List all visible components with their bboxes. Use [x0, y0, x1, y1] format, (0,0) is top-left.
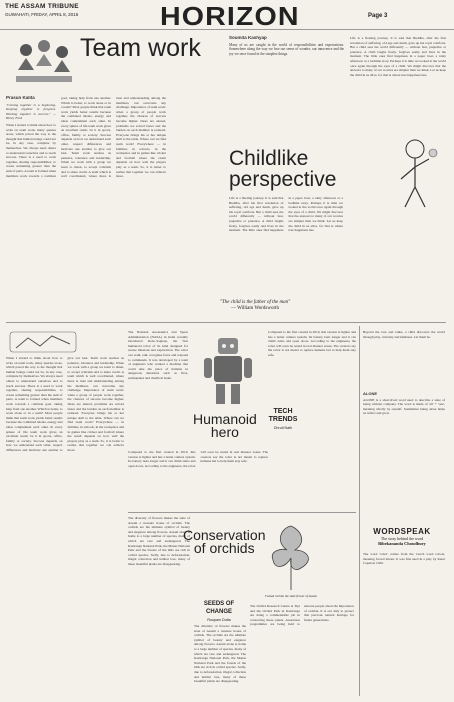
- right-snippet-1: [363, 330, 445, 390]
- childlike-headline: [229, 148, 336, 190]
- conservation-body-left: The diversity of flowers makes the state of Assam a treasure house of orchids. The orchids are the ultimate symbol of beauty and elegance among flowers. Assam alone is home to a large number of species, many of which are rare and endangered. The Kaziranga National Park, the Manas National Park and the forests of the hills are rich in orchid species. Sadly, due to deforestation, illegal collection and habitat loss, many of these beautiful plants are disappearing.: [128, 516, 190, 566]
- childlike-intro-text: Many of us are caught in the world of responsibilities and expectations. Somewhere along the way we lose our sense of wonder, our innocence and the joy we once found in the simplest things.: [229, 42, 344, 56]
- childlike-article: [229, 196, 343, 316]
- seeds-author: Roopam Dutta: [207, 618, 231, 622]
- conservation-headline-line1: Conservation: [183, 527, 266, 543]
- conservation-headline-line2: of orchids: [193, 540, 255, 556]
- teamwork-illustration: [8, 36, 78, 94]
- wordspeak-box: [362, 527, 442, 546]
- conservation-article-right: [250, 604, 354, 696]
- humanoid-headline-line2: hero: [210, 424, 239, 440]
- wordspeak-author: Bibekananda Choudhury: [378, 541, 426, 546]
- teamwork-article: [6, 96, 166, 316]
- humanoid-headline: [193, 413, 257, 439]
- teamwork-quote: "Coming together is a beginning. Keeping together is progress. Working together is success." — Henry Ford: [6, 102, 56, 121]
- section-divider: [6, 322, 446, 323]
- section-title: HORIZON: [160, 1, 300, 31]
- humanoid-divider: [128, 512, 356, 513]
- lower-left-body: When I started to think about how to write on team work, many queries arose, which paved the way to the thought that human beings could not be, in any case, complete by themselves. We always need others to understand ourselves and to reach success. There is a need to work together, sharing responsibilities, to create something greater than the sum of parts. A team is formed when members work towards a common goal, taking help from one another. Which is better, to work alone or in a team? Most people think that team work yields better results because the combined talents, energy and ideas complement each other. In every sphere of life team work gives an excellent result, be it in sports, office, family or society. Success depends on how we understand each other, respect differences and motivate one another to give our best. Team work teaches us patience, tolerance and leadership. When we work with a group we learn to listen, to accept criticism and to share credit. A team which is well coordinated, where there is trust and understanding among the members, can overcome any challenge. Importance of team work: when a group of people work together, the chances of success become higher. Ideas are shared, problems are solved faster and the burden on each member is reduced. Everyone brings his or her unique skill to the table. Where can we find team work? Everywhere — in families, in schools, in the workplace and in games like cricket and football where the result depends on how well the players play as a team. So, it is better to realise that together we can achieve more.: [6, 356, 124, 452]
- conservation-article-middle: [194, 624, 246, 696]
- humanoid-article-bottom: [128, 450, 268, 508]
- feature-illustration: [8, 330, 78, 354]
- childlike-byline: Soumita Kashyap: [229, 36, 267, 40]
- teamwork-byline: Prasun Kalita: [6, 96, 35, 100]
- childlike-intro: [229, 36, 344, 146]
- seeds-of-change-box: [194, 600, 244, 624]
- right-snippet-1-text: Beyond the race and ranks, a child discovers the world through play, curiosity and kindness. Let them be.: [363, 330, 445, 339]
- paper-name: THE ASSAM TRIBUNE: [5, 3, 79, 10]
- right-snippet-2-text: ALONE is a short-lived word used to describe a state of being without company. The word is made of 'all' + 'one', meaning wholly by oneself. Sometimes being alone helps us reflect and grow.: [363, 397, 445, 416]
- childlike-pull-quote: [200, 300, 310, 312]
- conservation-article-left: [128, 516, 190, 696]
- humanoid-article-right: [268, 330, 356, 508]
- orchid-caption: Foxtail orchid, the state flower of Assam: [265, 594, 317, 598]
- humanoid-body-bottom: Compared to the first created in 2010, this version is lighter and has a better camera system. Its battery lasts longer and it can climb stairs and open doors. According to the engineers, the robot will soon be tested in real disaster zones. The creators say the robot is not meant to replace humans but to help them stay safe.: [128, 450, 268, 468]
- tech-trends-label-1: TECH: [273, 408, 293, 415]
- childlike-headline-line2: perspective: [229, 168, 337, 191]
- wordspeak-title: WORDSPEAK: [373, 527, 431, 536]
- right-snippet-3: [363, 552, 445, 696]
- masthead: [0, 0, 454, 30]
- humanoid-body-left: The National Aeronautics and Space Administration (NASA) in India recently introduced Robo-Sapiens, the first humanoid robot of its kind designed for rescue missions and exploration. The robot can walk, talk, recognise faces and respond to commands. It was developed by a team of engineers who wanted a machine that could take the place of humans in dangerous situations such as fires, earthquakes and chemical leaks.: [128, 330, 188, 380]
- humanoid-illustration: [196, 334, 260, 408]
- conservation-body-right: The Orchid Research Centre at Tipi and the Orchid Park in Kaziranga are doing a commendable job in conserving these plants. Awareness programmes are being held to educate people about the importance of orchids. It is our duty to protect this precious natural heritage for future generations.: [250, 604, 354, 627]
- right-snippet-2: [363, 392, 445, 522]
- issue-date: GUWAHATI, FRIDAY, APRIL 8, 2016: [5, 12, 79, 17]
- pull-quote-credit: — William Wordsworth: [230, 306, 280, 311]
- childlike-headline-line1: Childlike: [229, 147, 309, 170]
- tech-trends-label-2: TRENDS: [268, 416, 298, 423]
- page-number: Page 3: [368, 13, 388, 19]
- humanoid-headline-line1: Humanoid: [193, 411, 257, 427]
- humanoid-body-right: Compared to the first created in 2010, this version is lighter and has a better camera system. Its battery lasts longer and it can climb stairs and open doors. According to the engineers, the robot will soon be tested in real disaster zones. The creators say the robot is not meant to replace humans but to help them stay safe.: [268, 330, 356, 357]
- childlike-illustration: [385, 135, 445, 215]
- teamwork-body: When I started to think about how to write on team work, many queries arose, which paved the way to the thought that human beings could not be, in any case, complete by themselves. We always need others to understand ourselves and to reach success. There is a need to work together, sharing responsibilities, to create something greater than the sum of parts. A team is formed when members work towards a common goal, taking help from one another. Which is better, to work alone or in a team? Most people think that team work yields better results because the combined talents, energy and ideas complement each other. In every sphere of life team work gives an excellent result, be it in sports, office, family or society. Success depends on how we understand each other, respect differences and motivate one another to give our best. Team work teaches us patience, tolerance and leadership. When we work with a group we learn to listen, to accept criticism and to share credit. A team which is well coordinated, where there is trust and understanding among the members, can overcome any challenge. Importance of team work: when a group of people work together, the chances of success become higher. Ideas are shared, problems are solved faster and the burden on each member is reduced. Everyone brings his or her unique skill to the table. Where can we find team work? Everywhere — in families, in schools, in the workplace and in games like cricket and football where the result depends on how well the players play as a team. So, it is better to realise that together we can achieve more.: [6, 96, 166, 179]
- teamwork-headline: Team work: [80, 34, 201, 62]
- conservation-headline: [183, 529, 266, 555]
- right-column-divider: [359, 326, 360, 696]
- lower-left-article: [6, 356, 124, 696]
- conservation-body-middle: The diversity of flowers makes the state of Assam a treasure house of orchids. The orchids are the ultimate symbol of beauty and elegance among flowers. Assam alone is home to a large number of species, many of which are rare and endangered. The Kaziranga National Park, the Manas National Park and the forests of the hills are rich in orchid species. Sadly, due to deforestation, illegal collection and habitat loss, many of these beautiful plants are disappearing.: [194, 624, 246, 684]
- pull-quote-text: "The child is the father of the man": [219, 300, 291, 305]
- seeds-label-1: SEEDS OF: [203, 601, 235, 607]
- right-snippet-2-title: ALONE: [363, 392, 377, 396]
- right-snippet-3-text: The word 'robot' comes from the Czech word robota, meaning forced labour. It was first used in a play by Karel Capek in 1920.: [363, 552, 445, 566]
- childlike-body-2: Life is a fleeting journey. It is said that Buddha, after his first revelation of suffering, old age and death, gave up his royal comforts. But a child sees the world differently — without fear, prejudice or pretence. A child laughs freely, forgives easily and lives in the moment. The little ones find happiness in a paper boat, a rainy afternoon or a bedtime story. Perhaps it is time we looked at the world once again through the eyes of a child. We might discover that the answers to many of our worries are simpler than we think. Let us keep the child in us alive, for that is where true happiness lies.: [229, 196, 343, 233]
- orchid-illustration: [255, 520, 327, 592]
- childlike-body: Life is a fleeting journey. It is said that Buddha, after his first revelation of suffering, old age and death, gave up his royal comforts. But a child sees the world differently — without fear, prejudice or pretence. A child laughs freely, forgives easily and lives in the moment. The little ones find happiness in a paper boat, a rainy afternoon or a bedtime story. Perhaps it is time we looked at the world once again through the eyes of a child. We might discover that the answers to many of our worries are simpler than we think. Let us keep the child in us alive, for that is where true happiness lies.: [350, 36, 446, 77]
- seeds-label-2: CHANGE: [205, 609, 232, 615]
- tech-trends-author: Dhruti Nath: [273, 426, 293, 430]
- wordspeak-subtitle: The story behind the word: [380, 536, 424, 541]
